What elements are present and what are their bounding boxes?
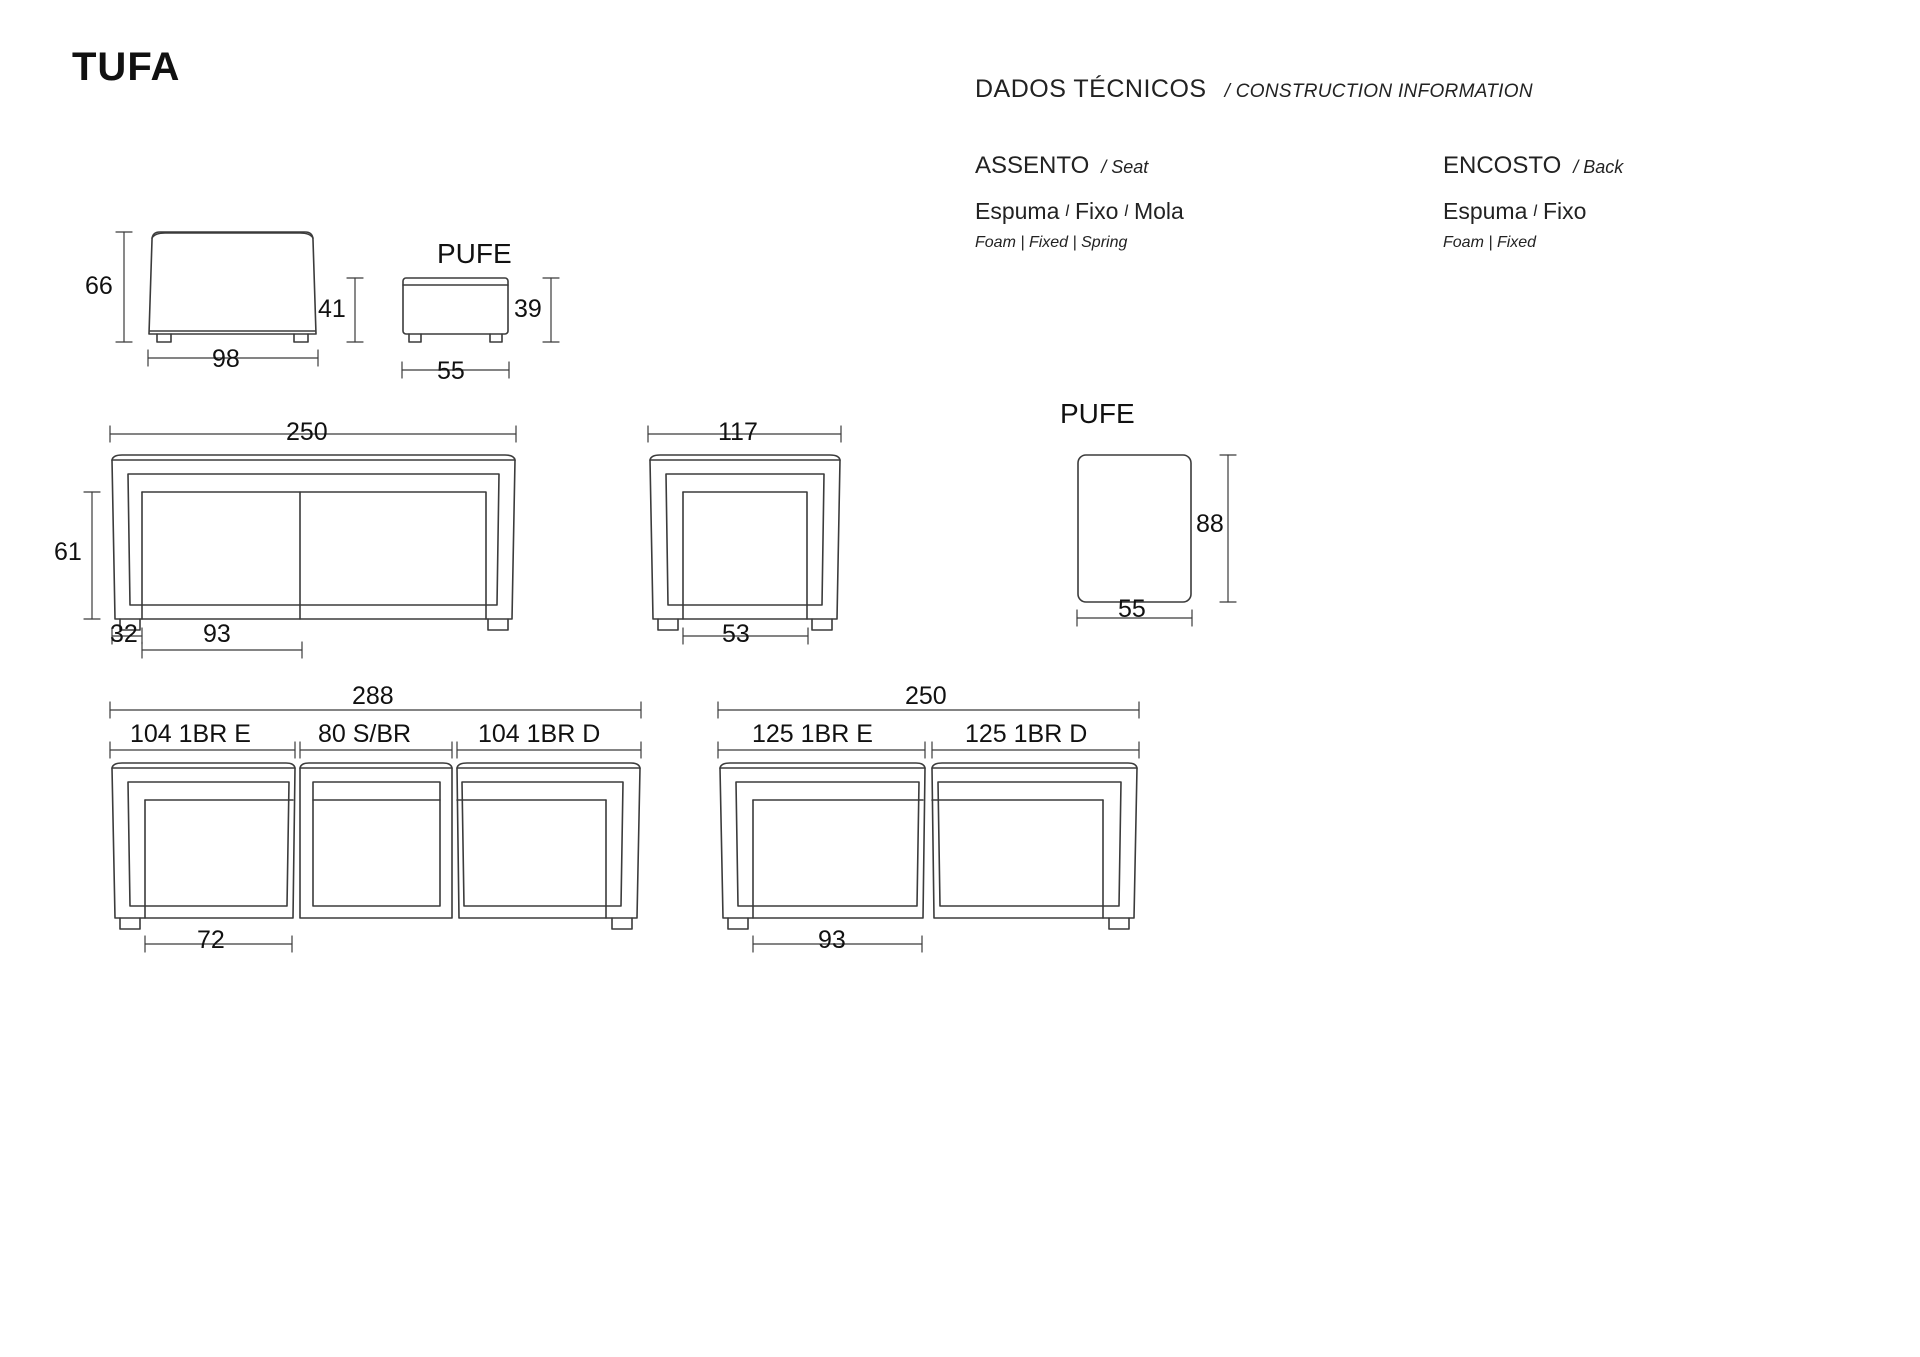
pufe-plan-view (1078, 455, 1191, 602)
seat-value-3: Mola (1133, 198, 1184, 224)
seat-title-pt: ASSENTO (975, 152, 1090, 179)
dim-label-sofa-width: 250 (286, 418, 328, 446)
dim-61 (84, 492, 100, 619)
armchair-front-view-117 (650, 455, 840, 630)
back-values (1443, 198, 1623, 225)
sofa-front-view-250 (112, 455, 515, 630)
label-pufe-elevation: PUFE (437, 238, 512, 269)
dim-label-pufe-side-height: 41 (318, 295, 346, 323)
dim-label-sofa-seat: 93 (203, 620, 231, 648)
modular-250-view (720, 763, 1137, 929)
dim-label-pufe-side-depth: 39 (514, 295, 542, 323)
seat-title-en: / Seat (1101, 157, 1149, 177)
pufe-side-view (403, 278, 508, 342)
dim-label-side-height: 66 (85, 272, 113, 300)
modular-288-view (112, 763, 640, 929)
label-pufe-plan: PUFE (1060, 398, 1135, 429)
dim-label-modular288-seg2: 80 S/BR (318, 720, 412, 748)
back-title (1443, 152, 1623, 180)
back-values-en: Foam | Fixed (1443, 234, 1537, 251)
seat-sep-1: l (1065, 203, 1069, 220)
back-value-1: Espuma (1443, 198, 1528, 224)
dim-41 (347, 278, 363, 342)
tech-data-heading-pt: DADOS TÉCNICOS (975, 75, 1207, 103)
seat-title (975, 152, 1184, 180)
dim-label-sofa-height: 61 (54, 538, 82, 566)
dim-label-armchair-width: 117 (718, 418, 758, 446)
dim-label-sofa-arm: 32 (110, 620, 138, 648)
tech-data-heading-en: / CONSTRUCTION INFORMATION (1224, 81, 1533, 102)
back-sep-1: l (1533, 203, 1537, 220)
dim-label-side-width: 98 (212, 345, 240, 373)
dim-label-pufe-plan-width: 55 (1118, 595, 1146, 623)
seat-values (975, 198, 1184, 225)
tech-data-heading (975, 75, 1533, 104)
seat-sep-2: l (1124, 203, 1128, 220)
dim-label-modular250-seg2: 125 1BR D (965, 720, 1088, 748)
seat-values-en: Foam | Fixed | Spring (975, 234, 1128, 251)
dim-label-armchair-seat: 53 (722, 620, 750, 648)
dim-label-modular288-seg3: 104 1BR D (478, 720, 601, 748)
back-title-pt: ENCOSTO (1443, 152, 1562, 179)
dim-label-modular288-seat: 72 (197, 926, 225, 954)
dim-label-pufe-plan-depth: 88 (1196, 510, 1224, 538)
back-title-en: / Back (1573, 157, 1624, 177)
back-value-2: Fixo (1542, 198, 1587, 224)
seat-info-column (975, 152, 1184, 252)
seat-value-1: Espuma (975, 198, 1060, 224)
dim-39 (543, 278, 559, 342)
dim-label-modular250-seg1: 125 1BR E (752, 720, 873, 748)
dim-label-modular288-seg1: 104 1BR E (130, 720, 251, 748)
dim-label-modular250-seat: 93 (818, 926, 846, 954)
dim-label-pufe-side-width: 55 (437, 357, 465, 385)
sofa-side-view (149, 232, 316, 342)
dim-label-modular288-total: 288 (352, 682, 394, 710)
dim-66 (116, 232, 132, 342)
seat-value-2: Fixo (1074, 198, 1119, 224)
back-info-column (1443, 152, 1623, 252)
dim-label-modular250-total: 250 (905, 682, 947, 710)
page-title: TUFA (72, 45, 181, 89)
